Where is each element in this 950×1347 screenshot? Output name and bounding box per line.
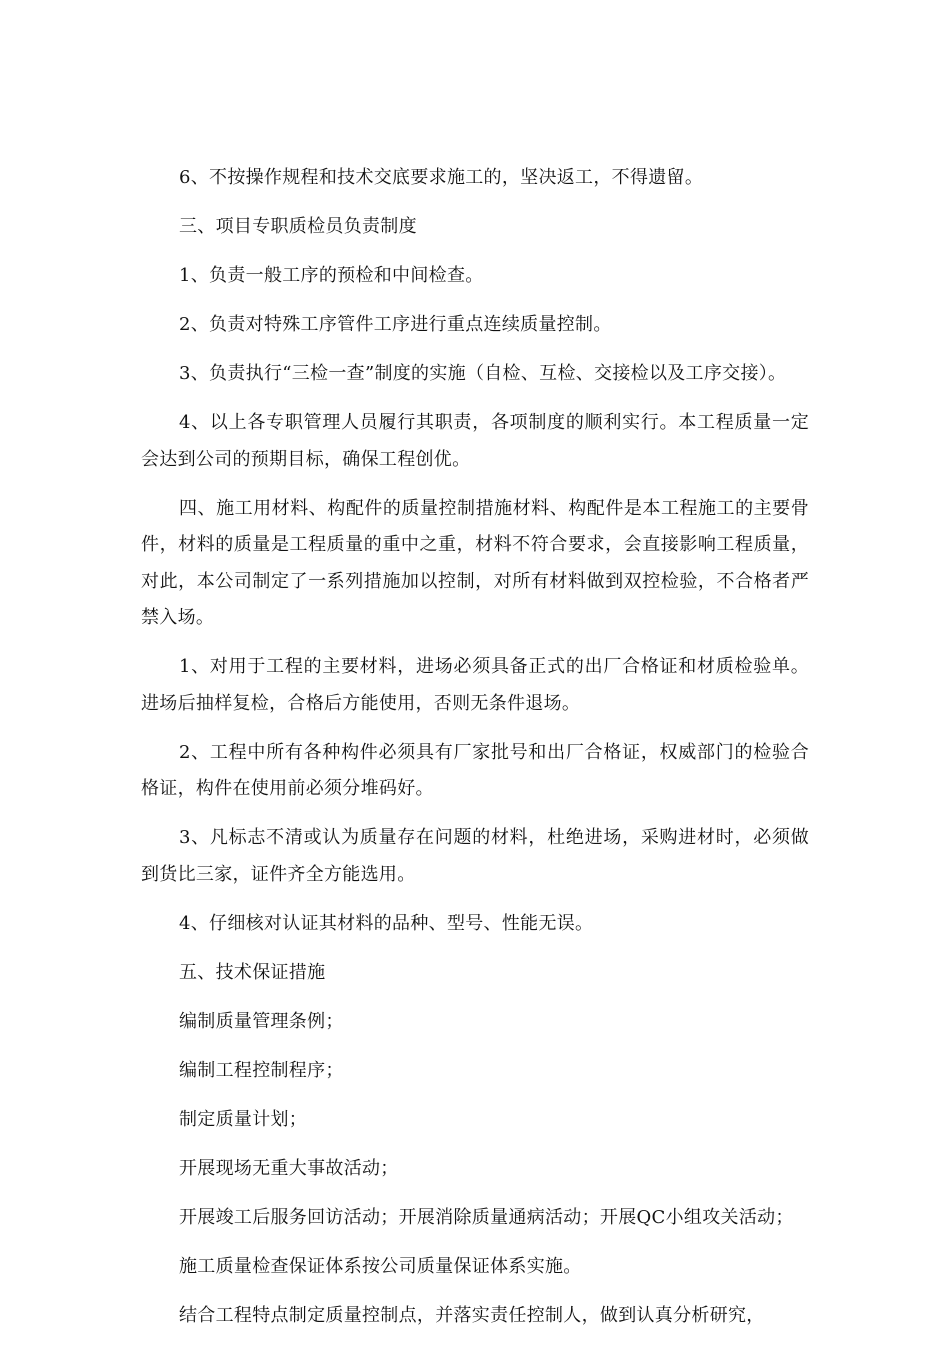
paragraph-control-points: 结合工程特点制定质量控制点，并落实责任控制人，做到认真分析研究， bbox=[179, 1304, 765, 1326]
section-heading-materials-control: 四、施工用材料、构配件的质量控制措施材料、构配件是本工程施工的主要骨件，材料的质量是工程质量的重中之重，材料不符合要求，会直接影响工程质量，对此，本公司制定了一系列措施加以控制，对所有材料做到双控检验，不合格者严禁入场。 bbox=[141, 497, 809, 628]
list-item-control-procedures: 编制工程控制程序； bbox=[179, 1059, 344, 1081]
list-item-quality-regulations: 编制质量管理条例； bbox=[179, 1010, 344, 1032]
list-item-no-major-accident: 开展现场无重大事故活动； bbox=[179, 1157, 399, 1179]
paragraph-item-6-rework: 6、不按操作规程和技术交底要求施工的，坚决返工，不得遗留。 bbox=[179, 167, 704, 188]
list-item-activities: 开展竣工后服务回访活动；开展消除质量通病活动；开展QC小组攻关活动； bbox=[179, 1206, 794, 1228]
paragraph-item-1-precheck: 1、负责一般工序的预检和中间检查。 bbox=[179, 265, 484, 286]
paragraph-item-3-three-checks: 3、负责执行“三检一查”制度的实施（自检、互检、交接检以及工序交接）。 bbox=[179, 363, 787, 384]
paragraph-materials-item-1: 1、对用于工程的主要材料，进场必须具备正式的出厂合格证和材质检验单。进场后抽样复检，合格后方能使用，否则无条件退场。 bbox=[141, 656, 809, 714]
paragraph-materials-item-2: 2、工程中所有各种构件必须具有厂家批号和出厂合格证，权威部门的检验合格证，构件在使用前必须分堆码好。 bbox=[141, 741, 809, 799]
paragraph-item-4-duties: 4、以上各专职管理人员履行其职责，各项制度的顺利实行。本工程质量一定会达到公司的预期目标，确保工程创优。 bbox=[141, 412, 809, 470]
section-heading-quality-inspector: 三、项目专职质检员负责制度 bbox=[179, 216, 417, 237]
document-body bbox=[141, 160, 809, 1347]
paragraph-item-2-special-process: 2、负责对特殊工序管件工序进行重点连续质量控制。 bbox=[179, 314, 612, 335]
list-item-inspection-system: 施工质量检查保证体系按公司质量保证体系实施。 bbox=[179, 1255, 582, 1277]
section-heading-technical-measures: 五、技术保证措施 bbox=[179, 961, 326, 983]
paragraph-materials-item-4: 4、仔细核对认证其材料的品种、型号、性能无误。 bbox=[179, 912, 594, 934]
paragraph-materials-item-3: 3、凡标志不清或认为质量存在问题的材料，杜绝进场，采购进材时，必须做到货比三家，证件齐全方能选用。 bbox=[141, 827, 809, 885]
list-item-quality-plan: 制定质量计划； bbox=[179, 1108, 308, 1130]
